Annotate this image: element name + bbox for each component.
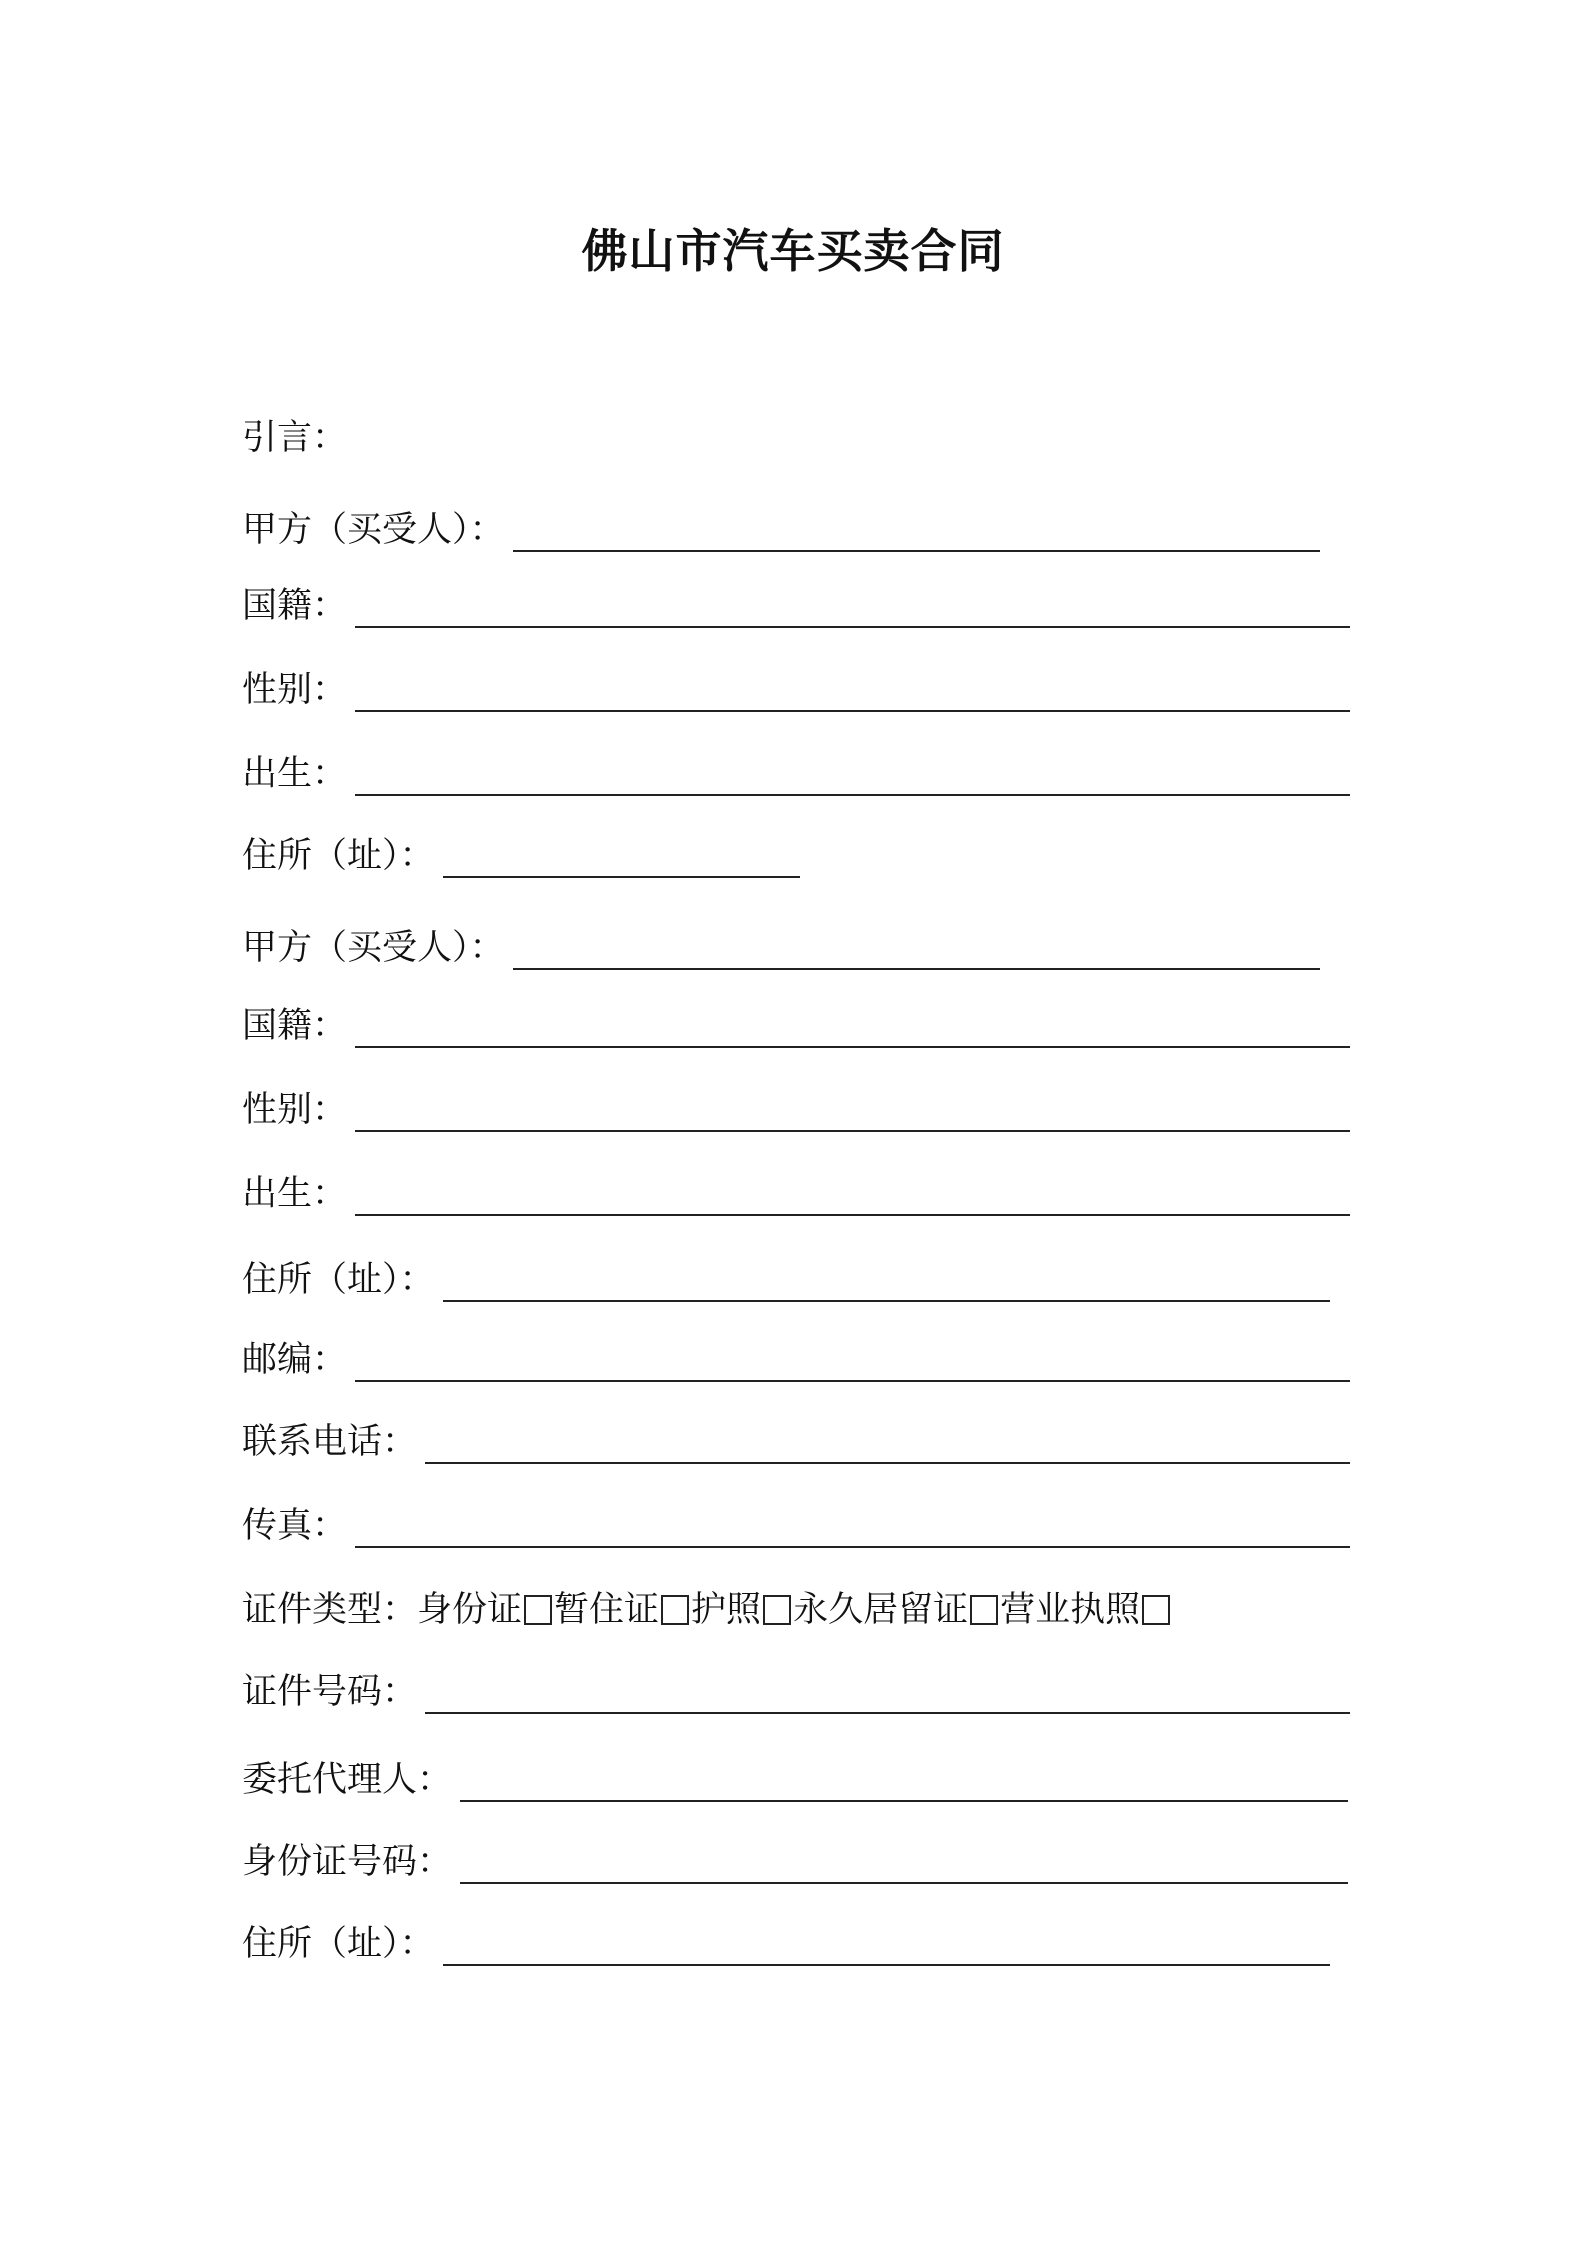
- form-field: [242, 1082, 1350, 1132]
- field-label: 住所（址）：: [242, 1260, 435, 1300]
- fill-in-line[interactable]: [460, 1842, 1348, 1884]
- form-field: [242, 1332, 1350, 1382]
- field-label: 传真：: [242, 1506, 348, 1546]
- form-field: [242, 578, 1350, 628]
- form-field: [242, 998, 1350, 1048]
- intro-label: 引言：: [242, 418, 348, 458]
- form-field: [242, 662, 1350, 712]
- fill-in-line[interactable]: [355, 1090, 1350, 1132]
- document-title: 佛山市汽车买卖合同: [581, 224, 1005, 278]
- form-field: [242, 1166, 1350, 1216]
- field-label: 身份证号码：: [242, 1842, 453, 1882]
- fill-in-line[interactable]: [355, 586, 1350, 628]
- form-field: [242, 1414, 1350, 1464]
- id-type-option-label: 暂住证: [554, 1590, 660, 1630]
- fill-in-line[interactable]: [513, 510, 1320, 552]
- form-field: [242, 502, 1320, 552]
- fill-in-line[interactable]: [443, 1924, 1330, 1966]
- checkbox[interactable]: [661, 1595, 689, 1625]
- fill-in-line[interactable]: [355, 1506, 1350, 1548]
- form-field: [242, 1916, 1330, 1966]
- form-field: [242, 1252, 1330, 1302]
- id-type-options: [417, 1590, 1172, 1630]
- field-label: 甲方（买受人）：: [242, 928, 505, 968]
- form-field: [242, 1498, 1350, 1548]
- checkbox[interactable]: [763, 1595, 791, 1625]
- id-type-option-label: 身份证: [417, 1590, 523, 1630]
- fill-in-line[interactable]: [460, 1760, 1348, 1802]
- field-label: 出生：: [242, 754, 348, 794]
- form-field: [242, 746, 1350, 796]
- field-label: 联系电话：: [242, 1422, 418, 1462]
- fill-in-line[interactable]: [425, 1672, 1350, 1714]
- id-type-row: [242, 1582, 1172, 1632]
- fill-in-line[interactable]: [443, 1260, 1330, 1302]
- field-label: 住所（址）：: [242, 1924, 435, 1964]
- fill-in-line[interactable]: [513, 928, 1320, 970]
- checkbox[interactable]: [1142, 1595, 1170, 1625]
- form-field: [242, 920, 1320, 970]
- form-field: [242, 1834, 1348, 1884]
- fill-in-line[interactable]: [355, 670, 1350, 712]
- id-type-label: 证件类型：: [242, 1590, 418, 1630]
- fill-in-line[interactable]: [355, 1340, 1350, 1382]
- field-label: 委托代理人：: [242, 1760, 453, 1800]
- id-type-option-label: 永久居留证: [793, 1590, 969, 1630]
- checkbox[interactable]: [970, 1595, 998, 1625]
- fill-in-line[interactable]: [425, 1422, 1350, 1464]
- fill-in-line[interactable]: [355, 1174, 1350, 1216]
- field-label: 邮编：: [242, 1340, 348, 1380]
- fill-in-line[interactable]: [443, 836, 800, 878]
- field-label: 住所（址）：: [242, 836, 435, 876]
- field-label: 国籍：: [242, 586, 348, 626]
- fill-in-line[interactable]: [355, 754, 1350, 796]
- form-field: [242, 1664, 1350, 1714]
- form-field: [242, 1752, 1348, 1802]
- field-label: 性别：: [242, 670, 348, 710]
- field-label: 证件号码：: [242, 1672, 418, 1712]
- id-type-option-label: 护照: [691, 1590, 762, 1630]
- form-field: [242, 828, 800, 878]
- field-label: 甲方（买受人）：: [242, 510, 505, 550]
- fill-in-line[interactable]: [355, 1006, 1350, 1048]
- field-label: 国籍：: [242, 1006, 348, 1046]
- checkbox[interactable]: [524, 1595, 552, 1625]
- id-type-option-label: 营业执照: [1000, 1590, 1141, 1630]
- field-label: 出生：: [242, 1174, 348, 1214]
- field-label: 性别：: [242, 1090, 348, 1130]
